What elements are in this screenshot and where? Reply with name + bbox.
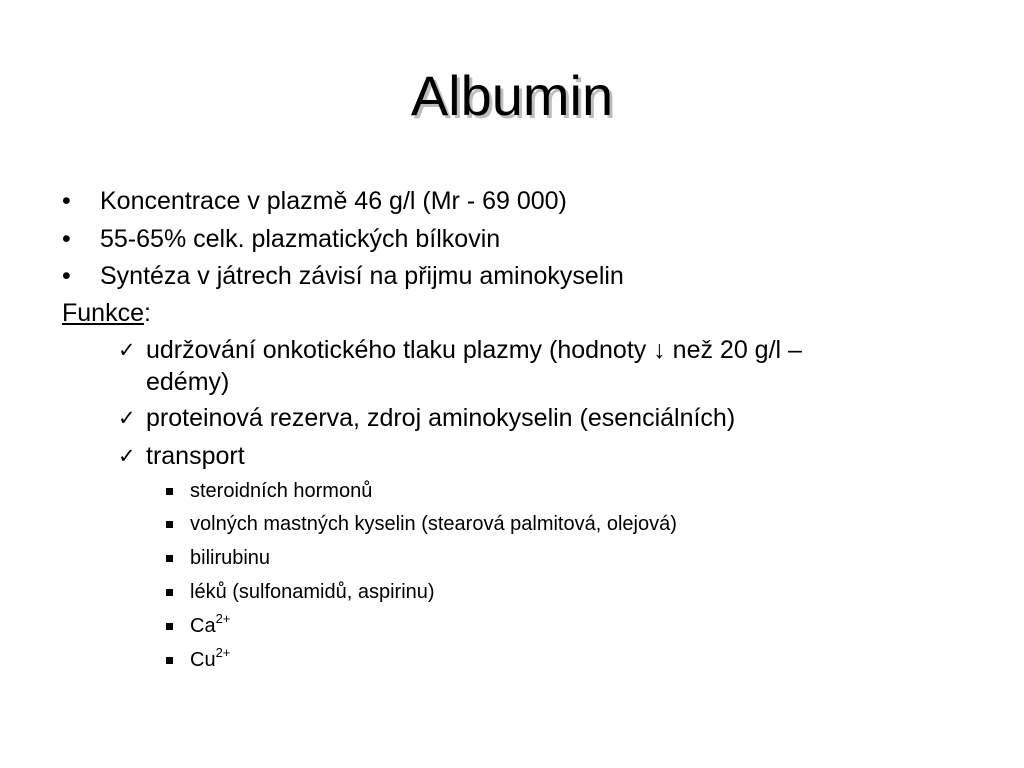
- check-item: transport: [146, 442, 245, 470]
- sub-item: volných mastných kyselin (stearová palmitová, olejová): [190, 513, 677, 535]
- funkce-colon: :: [143, 299, 151, 327]
- funkce-label: Funkce: [62, 299, 144, 327]
- square-bullet-icon: [166, 657, 173, 664]
- bullet-item: Koncentrace v plazmě 46 g/l (Mr - 69 000): [100, 187, 567, 215]
- square-bullet-icon: [166, 488, 173, 495]
- ion-charge: 2+: [215, 645, 231, 661]
- bullet-item: 55-65% celk. plazmatických bílkovin: [100, 225, 501, 253]
- sub-item-ion: [190, 647, 230, 673]
- square-bullet-icon: [166, 555, 173, 562]
- sub-item: léků (sulfonamidů, aspirinu): [190, 581, 435, 603]
- check-item: proteinová rezerva, zdroj aminokyselin (esenciálních): [146, 404, 736, 432]
- ion-base: Cu: [190, 649, 216, 671]
- sub-item: steroidních hormonů: [190, 480, 373, 502]
- bullet-icon: •: [62, 262, 71, 290]
- bullet-icon: •: [62, 187, 71, 215]
- ion-charge: 2+: [215, 611, 231, 627]
- bullet-item: Syntéza v játrech závisí na přijmu aminokyselin: [100, 262, 624, 290]
- checkmark-icon: ✓: [118, 406, 136, 430]
- square-bullet-icon: [166, 589, 173, 596]
- square-bullet-icon: [166, 521, 173, 528]
- funkce-heading: [62, 298, 151, 328]
- check-item-continuation: edémy): [146, 368, 230, 396]
- square-bullet-icon: [166, 623, 173, 630]
- checkmark-icon: ✓: [118, 444, 136, 468]
- sub-item-ion: [190, 613, 230, 639]
- bullet-icon: •: [62, 225, 71, 253]
- sub-item: bilirubinu: [190, 547, 271, 569]
- checkmark-icon: ✓: [118, 338, 136, 362]
- check-item: udržování onkotického tlaku plazmy (hodnoty ↓ než 20 g/l –: [146, 336, 802, 364]
- slide-title: Albumin: [410, 64, 614, 127]
- ion-base: Ca: [190, 615, 216, 637]
